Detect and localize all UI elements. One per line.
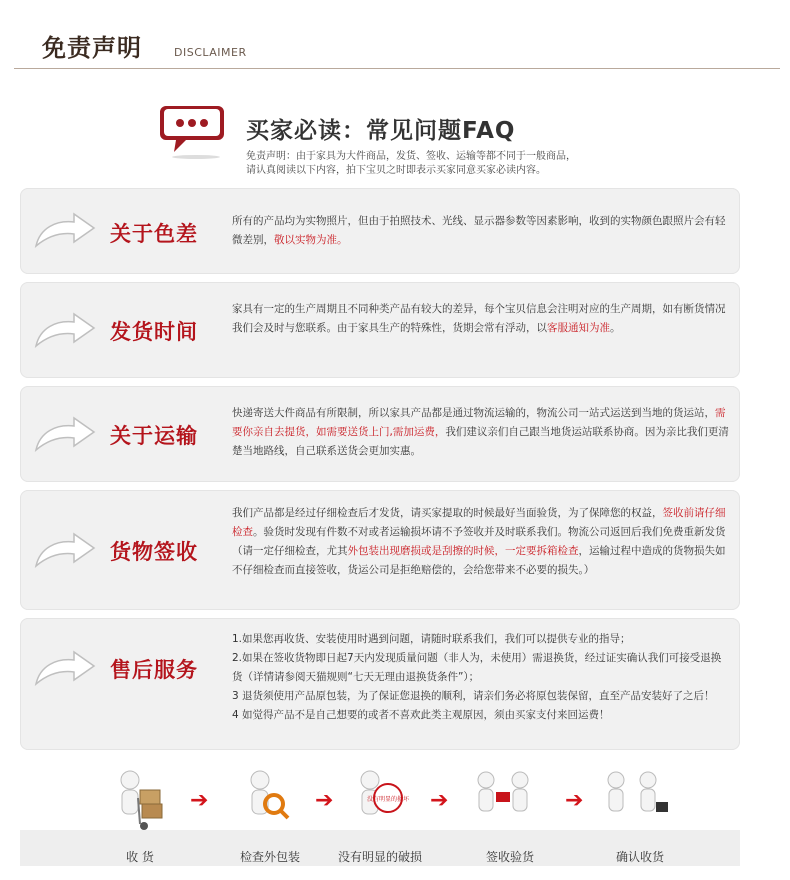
faq-title-main: 买家必读 bbox=[246, 118, 342, 144]
people-exchange-icon bbox=[470, 768, 550, 838]
person-with-magnifier-icon bbox=[230, 768, 310, 838]
curved-arrow-icon bbox=[34, 530, 96, 570]
section-text: 。验货时发现有件数不对或者运输损坏请不予签收并及时联系我们。物流公司返回后我们免费重新发货（请一定仔细检查，尤其 bbox=[232, 526, 726, 557]
step-caption: 签收验货 bbox=[485, 850, 534, 864]
chat-bubble-icon bbox=[160, 100, 230, 160]
handshake-icon bbox=[600, 768, 680, 838]
faq-subtitle-line2: 请认真阅读以下内容，拍下宝贝之时即表示买家同意买家必读内容。 bbox=[246, 165, 546, 176]
section-text: 我们建议亲们自己跟当地货运站联系协商。因为亲比我们更清楚当地路线，自己联系送货会更加实惠。 bbox=[232, 426, 729, 457]
section-highlight: 敬以实物为准。 bbox=[274, 234, 348, 246]
section-delivery-time bbox=[20, 282, 740, 378]
section-text: 快递寄送大件商品有所限制，所以家具产品都是通过物流运输的，物流公司一站式运送到当地的货运站， bbox=[232, 407, 715, 419]
faq-subtitle-line1: 免责声明：由于家具为大件商品，发货、签收、运输等都不同于一般商品， bbox=[246, 151, 576, 162]
after-sales-line: 3 退货须使用产品原包装，为了保证您退换的顺利，请亲们务必将原包装保留，直至产品安装好了之后！ bbox=[232, 690, 715, 702]
header-title-en: DISCLAIMER bbox=[174, 46, 247, 59]
step-check-package bbox=[210, 768, 330, 868]
section-highlight: 需要你亲自去提货，如需要送货上门,需加运费， bbox=[232, 407, 726, 438]
section-transport bbox=[20, 386, 740, 482]
red-arrow-icon: ➔ bbox=[315, 788, 334, 813]
red-arrow-icon: ➔ bbox=[190, 788, 209, 813]
section-body bbox=[232, 630, 730, 725]
section-text: 我们产品都是经过仔细检查后才发货，请买家提取的时候最好当面验货，为了保障您的权益， bbox=[232, 507, 663, 519]
section-color-difference bbox=[20, 188, 740, 274]
step-sign-inspect bbox=[450, 768, 570, 868]
curved-arrow-icon bbox=[34, 414, 96, 454]
faq-subtitle bbox=[246, 150, 666, 178]
after-sales-line: 1.如果您再收货、安装使用时遇到问题，请随时联系我们，我们可以提供专业的指导； bbox=[232, 633, 631, 645]
section-text: 所有的产品均为实物照片，但由于拍照技术、光线、显示器参数等因素影响，收到的实物颜色跟照片会有轻微差别， bbox=[232, 215, 726, 246]
section-highlight: 签收前请仔细检查 bbox=[232, 507, 726, 538]
section-label: 货物签收 bbox=[110, 540, 198, 564]
header-divider bbox=[14, 68, 780, 69]
after-sales-line: 4 如觉得产品不是自己想要的或者不喜欢此类主观原因，须由买家支付来回运费！ bbox=[232, 709, 610, 721]
section-label: 关于运输 bbox=[110, 424, 198, 448]
step-caption: 确认收货 bbox=[615, 850, 664, 864]
step-caption: 没有明显的破损 bbox=[337, 850, 422, 864]
curved-arrow-icon bbox=[34, 210, 96, 250]
red-arrow-icon: ➔ bbox=[565, 788, 584, 813]
step-receive bbox=[80, 768, 200, 868]
section-body bbox=[232, 212, 730, 250]
section-text: 家具有一定的生产周期且不同种类产品有较大的差异，每个宝贝信息会注明对应的生产周期，如有断货情况我们会及时与您联系。由于家具生产的特殊性，货期会常有浮动，以 bbox=[232, 303, 726, 334]
section-body bbox=[232, 300, 730, 338]
section-label: 发货时间 bbox=[110, 320, 198, 344]
faq-title-colon: ： bbox=[342, 118, 366, 144]
header-title-cn: 免责声明 bbox=[42, 34, 142, 62]
curved-arrow-icon bbox=[34, 310, 96, 350]
step-caption: 检查外包装 bbox=[239, 850, 300, 864]
section-highlight: 外包装出现磨损或是刮擦的时候，一定要拆箱检查 bbox=[347, 545, 579, 557]
red-arrow-icon: ➔ bbox=[430, 788, 449, 813]
section-text: 。 bbox=[610, 322, 621, 334]
receipt-steps bbox=[20, 768, 740, 880]
faq-title-rest: 常见问题FAQ bbox=[366, 118, 516, 144]
section-label: 关于色差 bbox=[110, 222, 198, 246]
step-confirm bbox=[580, 768, 700, 868]
person-with-sign-icon bbox=[340, 768, 420, 838]
step-caption: 收 货 bbox=[126, 850, 154, 864]
section-body bbox=[232, 504, 730, 580]
faq-title bbox=[246, 112, 515, 145]
step-no-damage bbox=[320, 768, 440, 868]
section-body bbox=[232, 404, 730, 461]
section-highlight: 客服通知为准 bbox=[547, 322, 610, 334]
section-after-sales bbox=[20, 618, 740, 750]
after-sales-line: 2.如果在签收货物即日起7天内发现质量问题（非人为，未使用）需退换货，经过证实确认我们可接受退换货（详情请参阅天猫规则“七天无理由退换货条件”）； bbox=[232, 652, 722, 683]
curved-arrow-icon bbox=[34, 648, 96, 688]
disclaimer-header bbox=[14, 22, 780, 70]
stamp-text: 没有明显的损坏 bbox=[366, 796, 410, 803]
section-receipt bbox=[20, 490, 740, 610]
person-with-cart-icon bbox=[100, 768, 180, 838]
section-label: 售后服务 bbox=[110, 658, 198, 682]
faq-heading bbox=[160, 100, 640, 190]
section-text: ，运输过程中造成的货物损失如不仔细检查而直接签收，货运公司是拒绝赔偿的，会给您带来不必要的损失。） bbox=[232, 545, 726, 576]
